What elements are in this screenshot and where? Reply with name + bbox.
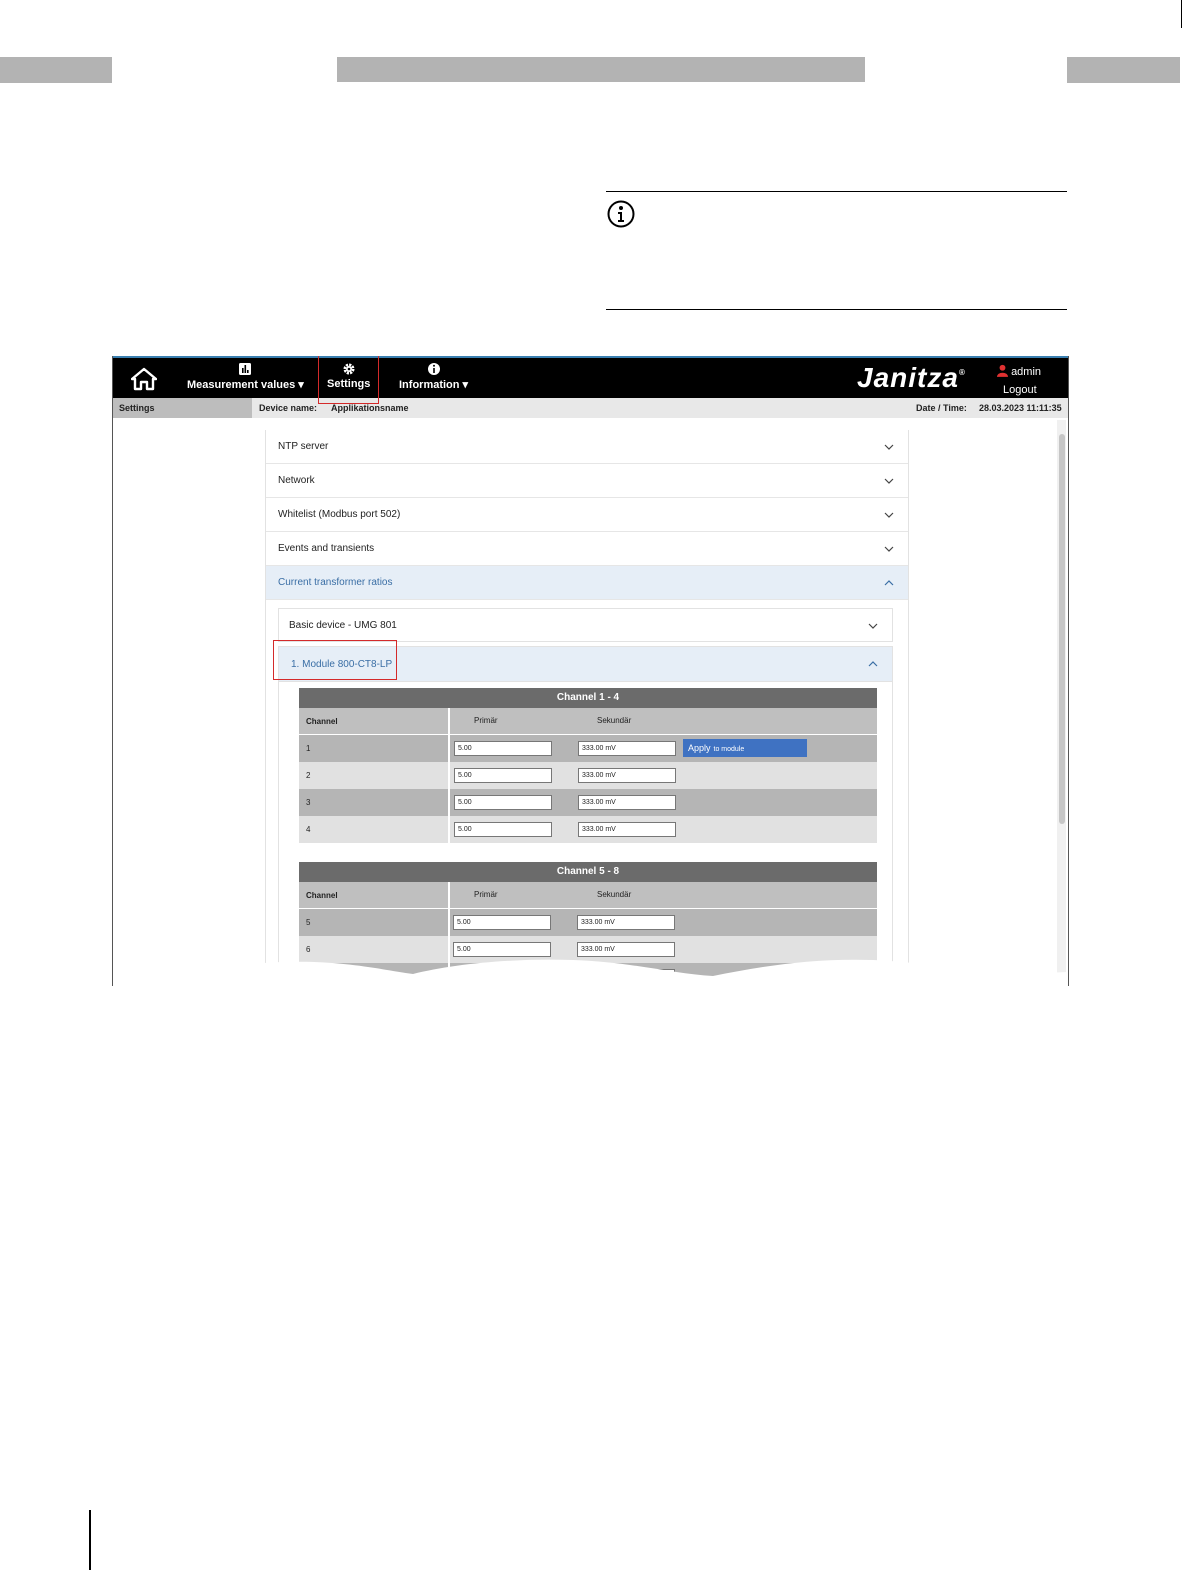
chevron-up-icon [868,659,878,669]
accordion-whitelist[interactable] [266,498,908,532]
table-row [299,762,877,789]
chevron-down-icon [868,621,878,631]
sub-accordion-label: 1. Module 800-CT8-LP [291,659,393,670]
channel-number: 1 [306,744,311,753]
chart-icon [238,362,252,376]
col-secondary: Sekundär [597,890,632,899]
information-icon [427,362,441,376]
primary-input[interactable]: 5.00 [453,915,551,930]
nav-information-label: Information [399,379,460,391]
chevron-down-icon [884,544,894,554]
primary-input[interactable]: 5.00 [454,741,552,756]
column-divider [448,882,450,908]
torn-edge [113,946,1068,986]
table-row [299,909,877,936]
secondary-input[interactable]: 333.00 mV [578,795,676,810]
logout-link[interactable]: Logout [1003,384,1037,396]
chevron-down-icon [884,476,894,486]
table-header [299,882,877,908]
primary-input[interactable]: 5.00 [454,768,552,783]
device-name-label: Device name: [259,403,318,413]
info-rule-bottom [606,309,1067,310]
sub-accordion-label: Basic device - UMG 801 [289,620,397,631]
info-rule-top [606,191,1067,192]
table-header [299,708,877,734]
column-divider [448,909,450,936]
chevron-down-icon [884,442,894,452]
info-icon [607,200,635,228]
page-edge-line [1181,0,1182,28]
user-name: admin [1011,366,1042,378]
nav-information[interactable] [399,362,468,391]
table-title: Channel 5 - 8 [299,862,877,882]
header-bar-left [0,57,112,83]
secondary-input[interactable]: 333.00 mV [577,915,675,930]
nav-measurement-label: Measurement values [187,379,296,391]
accordion-events-transients[interactable] [266,532,908,566]
channel-number: 2 [306,771,311,780]
top-navigation [113,356,1068,398]
column-divider [448,816,450,843]
column-divider [448,762,450,789]
accordion-label: NTP server [278,441,329,452]
date-time-value: 28.03.2023 11:11:35 [979,403,1062,413]
col-primary: Primär [474,716,498,725]
secondary-input[interactable]: 333.00 mV [578,768,676,783]
highlight-settings [318,356,379,404]
brand-logo [857,362,966,394]
accordion-network[interactable] [266,464,908,498]
apply-suffix: to module [713,746,745,753]
table-row [299,735,877,762]
apply-to-module-button[interactable] [683,739,807,757]
brand-name: Janitza [857,362,959,393]
accordion-label: Current transformer ratios [278,577,393,588]
accordion-current-transformer-ratios[interactable] [266,566,908,600]
column-divider [448,735,450,762]
table-row [299,789,877,816]
column-divider [448,789,450,816]
col-channel: Channel [306,717,338,726]
col-primary: Primär [474,890,498,899]
accordion-label: Network [278,475,315,486]
secondary-input[interactable]: 333.00 mV [577,942,675,957]
registered-mark: ® [958,368,966,377]
chevron-up-icon [884,578,894,588]
highlight-module [273,640,397,680]
breadcrumb: Settings [113,398,252,418]
table-row [299,816,877,843]
secondary-input[interactable]: 333.00 mV [578,822,676,837]
margin-line [89,1510,91,1570]
header-bar-center [337,57,865,82]
sub-accordion-basic-device[interactable] [278,608,893,642]
col-secondary: Sekundär [597,716,632,725]
date-time-label: Date / Time: [916,403,967,413]
channel-number: 3 [306,798,311,807]
table-title: Channel 1 - 4 [299,688,877,708]
device-web-ui [112,356,1069,986]
apply-label: Apply [688,743,711,753]
primary-input[interactable]: 5.00 [453,942,551,957]
header-bar-right [1067,57,1180,83]
scrollbar-thumb[interactable] [1059,434,1065,824]
home-icon[interactable] [131,367,157,391]
primary-input[interactable]: 5.00 [454,822,552,837]
user-icon [997,364,1008,377]
channel-number: 6 [306,945,311,954]
nav-measurement-values[interactable] [187,362,304,391]
accordion-label: Events and transients [278,543,375,554]
status-bar [113,398,1068,418]
column-divider [448,708,450,734]
channel-number: 4 [306,825,311,834]
accordion-label: Whitelist (Modbus port 502) [278,509,401,520]
user-menu[interactable] [997,364,1041,378]
device-name-value: Applikationsname [331,403,409,413]
channel-number: 5 [306,918,311,927]
col-channel: Channel [306,891,338,900]
primary-input[interactable]: 5.00 [454,795,552,810]
chevron-down-icon [884,510,894,520]
secondary-input[interactable]: 333.00 mV [578,741,676,756]
accordion-ntp-server[interactable] [266,430,908,464]
nav-settings-label: Settings [327,378,371,390]
caret-icon: ▾ [295,379,304,391]
caret-icon: ▾ [459,379,469,391]
